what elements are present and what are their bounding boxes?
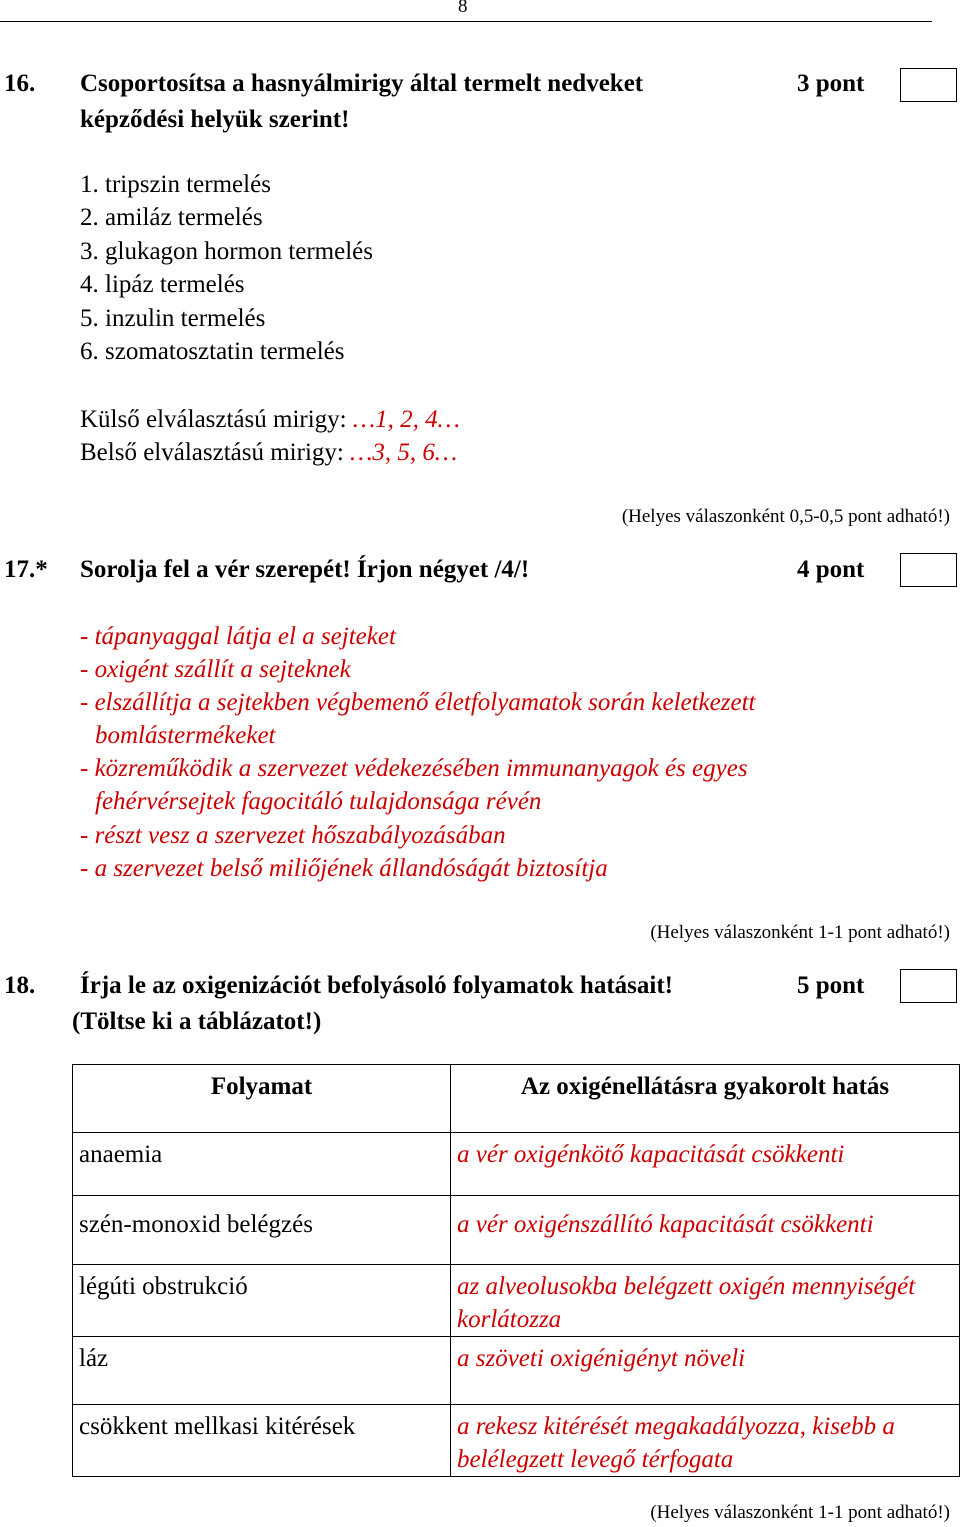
q16-internal-label: Belső elválasztású mirigy: [80, 439, 344, 466]
header-rule [0, 21, 932, 22]
q16-item: 1. tripszin termelés [80, 171, 271, 198]
effect-cell: a vér oxigénkötő kapacitását csökkenti [451, 1133, 960, 1196]
table-row [73, 1133, 960, 1196]
header-effect: Az oxigénellátásra gyakorolt hatás [451, 1065, 960, 1133]
process-cell: láz [73, 1337, 451, 1405]
q18-subtitle: (Töltse ki a táblázatot!) [72, 1008, 322, 1035]
q18-score-box[interactable] [900, 969, 957, 1003]
q16-item: 6. szomatosztatin termelés [80, 338, 345, 365]
q17-title: Sorolja fel a vér szerepét! Írjon négyet /4/! [80, 556, 530, 583]
q17-note: (Helyes válaszonként 1-1 pont adható!) [650, 922, 950, 943]
effect-cell: az alveolusokba belégzett oxigén mennyiségét korlátozza [451, 1265, 960, 1337]
q17-answer: bomlástermékeket [95, 722, 276, 749]
process-cell: szén-monoxid belégzés [73, 1196, 451, 1265]
q16-note: (Helyes válaszonként 0,5-0,5 pont adható!) [621, 506, 950, 527]
q16-item: 2. amiláz termelés [80, 204, 263, 231]
q16-score-box[interactable] [900, 68, 957, 102]
q16-internal-answer: …3, 5, 6… [350, 439, 458, 466]
q16-item: 4. lipáz termelés [80, 271, 245, 298]
q18-note: (Helyes válaszonként 1-1 pont adható!) [650, 1502, 950, 1523]
q16-external-answer: …1, 2, 4… [352, 406, 460, 433]
q17-number: 17.* [4, 556, 48, 583]
process-cell: anaemia [73, 1133, 451, 1196]
q17-answer: - oxigént szállít a sejteknek [80, 656, 351, 683]
q17-score-box[interactable] [900, 553, 957, 587]
table-row [73, 1405, 960, 1477]
q16-internal-row [80, 439, 457, 467]
page-number: 8 [458, 0, 468, 17]
q17-answer: - elszállítja a sejtekben végbemenő életfolyamatok során keletkezett [80, 689, 756, 716]
q16-title-line2: képződési helyük szerint! [80, 106, 350, 133]
table-row [73, 1337, 960, 1405]
q16-item: 3. glukagon hormon termelés [80, 238, 373, 265]
q18-number: 18. [4, 972, 36, 999]
q17-answer: - tápanyaggal látja el a sejteket [80, 623, 396, 650]
q17-points: 4 pont [797, 556, 865, 583]
q17-answer: - részt vesz a szervezet hőszabályozásában [80, 822, 506, 849]
q16-item: 5. inzulin termelés [80, 305, 266, 332]
table-header-row [73, 1065, 960, 1133]
q17-answer: fehérvérsejtek fagocitáló tulajdonsága révén [95, 788, 542, 815]
q17-answer: - a szervezet belső miliőjének állandóságát biztosítja [80, 855, 608, 882]
q16-points: 3 pont [797, 70, 865, 97]
q16-number: 16. [4, 70, 36, 97]
q18-points: 5 pont [797, 972, 865, 999]
q16-external-row [80, 406, 460, 434]
process-cell: légúti obstrukció [73, 1265, 451, 1337]
q16-title-line1: Csoportosítsa a hasnyálmirigy által termelt nedveket [80, 70, 644, 97]
effect-cell: a rekesz kitérését megakadályozza, kisebb a belélegzett levegő térfogata [451, 1405, 960, 1477]
header-process: Folyamat [73, 1065, 451, 1133]
effect-cell: a vér oxigénszállító kapacitását csökkenti [451, 1196, 960, 1265]
process-cell: csökkent mellkasi kitérések [73, 1405, 451, 1477]
table-row [73, 1196, 960, 1265]
process-effect-table [72, 1064, 960, 1477]
q16-external-label: Külső elválasztású mirigy: [80, 406, 347, 433]
q18-title: Írja le az oxigenizációt befolyásoló folyamatok hatásait! [80, 972, 673, 999]
effect-cell: a szöveti oxigénigényt növeli [451, 1337, 960, 1405]
q17-answer: - közreműködik a szervezet védekezésében immunanyagok és egyes [80, 755, 748, 782]
table-row [73, 1265, 960, 1337]
